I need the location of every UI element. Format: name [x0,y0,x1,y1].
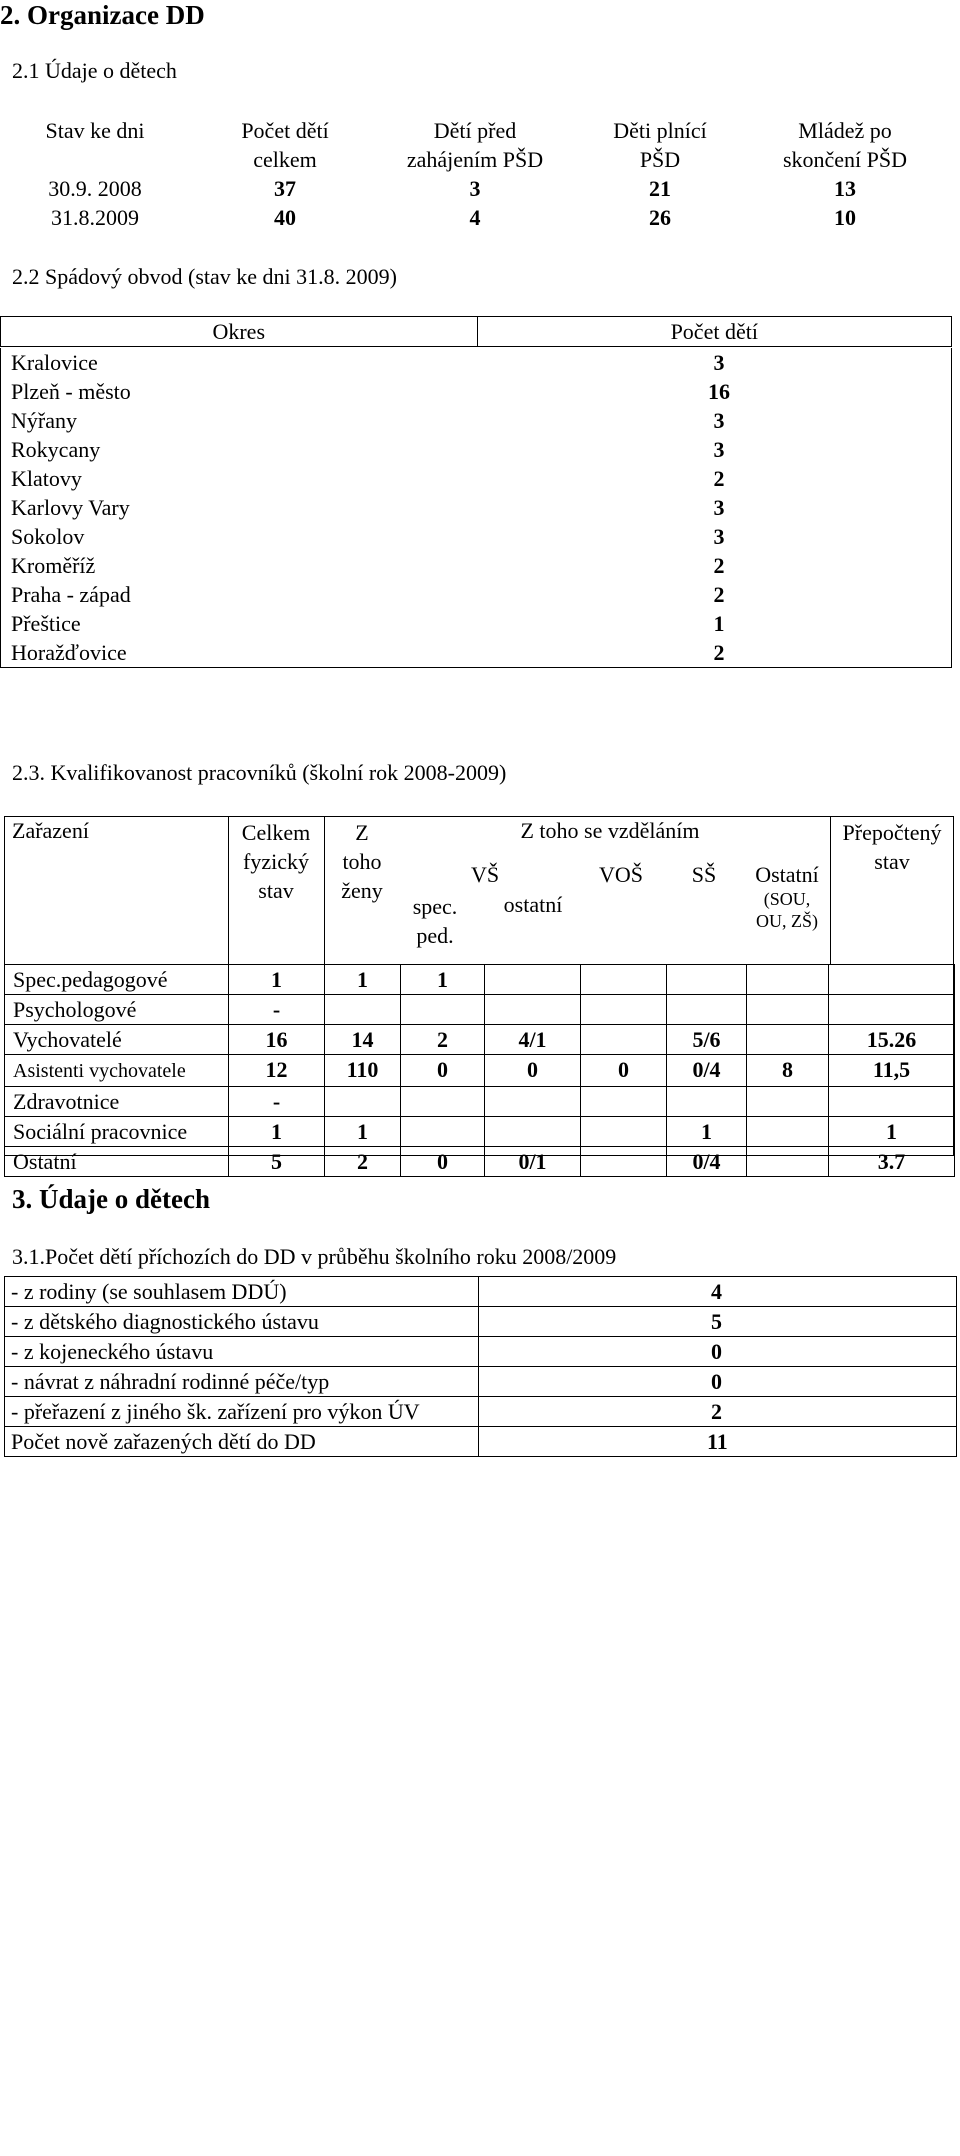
table-cell: 110 [325,1055,401,1087]
table-row [0,203,940,232]
table-cell: 2 [325,1147,401,1177]
divider [228,816,229,964]
table-cell: Počet nově zařazených dětí do DD [5,1427,479,1457]
table-cell: Sokolov [11,524,85,549]
table-cell [829,995,955,1025]
header-zarazeni: Zařazení [12,818,89,843]
table-cell: 2 [713,582,725,607]
table-cell: Kroměříž [11,553,96,578]
table-cell: 3 [713,495,725,520]
table-row [5,1337,957,1367]
table-header-cell: Stav ke dni [45,118,145,143]
table-cell: 13 [834,176,856,201]
table-row [1,435,952,464]
table-row [0,174,940,203]
district-table [0,316,952,347]
table-cell: 0 [479,1367,957,1397]
table-cell: Nýřany [11,408,77,433]
table-cell: 5 [229,1147,325,1177]
table-header-cell: Okres [1,317,478,347]
table-row [1,406,952,435]
header-ss: SŠ [691,862,717,887]
table-cell: Horažďovice [11,640,127,665]
table-cell: 15.26 [829,1025,955,1055]
table-cell: 4 [469,205,481,230]
table-cell: 30.9. 2008 [48,176,142,201]
table-row [5,1307,957,1337]
table-row [1,464,952,493]
table-cell: Karlovy Vary [11,495,130,520]
table-cell: 0/4 [667,1147,747,1177]
table-cell: 4/1 [485,1025,581,1055]
table-cell: 0 [485,1055,581,1087]
table-cell [401,1087,485,1117]
table-cell: 26 [649,205,671,230]
table-cell [747,1087,829,1117]
table-cell: 1 [325,965,401,995]
header-vs: VŠ [470,862,500,887]
table-cell: - [229,1087,325,1117]
table-cell: Spec.pedagogové [5,965,229,995]
table-cell [485,1087,581,1117]
table-cell: Rokycany [11,437,101,462]
table-cell: 12 [229,1055,325,1087]
header-vos: VOŠ [598,862,643,887]
table-cell: 10 [834,205,856,230]
subheading-spadovy-obvod: 2.2 Spádový obvod (stav ke dni 31.8. 2009) [12,264,397,289]
table-cell: 0 [401,1147,485,1177]
table-cell [747,965,829,995]
table-cell: 11 [479,1427,957,1457]
table-cell: 40 [274,205,296,230]
table-cell: Plzeň - město [11,379,131,404]
table-cell: 3 [713,350,725,375]
table-cell [401,1117,485,1147]
divider [830,816,831,964]
table-cell [581,1025,667,1055]
table-row [1,377,952,406]
table-header-cell: Mládež po skončení PŠD [782,118,908,172]
subheading-udaje-o-detech: 2.1 Údaje o dětech [12,58,177,83]
table-cell: 2 [479,1397,957,1427]
table-row [5,1367,957,1397]
table-cell: - návrat z náhradní rodinné péče/typ [5,1367,479,1397]
table-cell: 11,5 [829,1055,955,1087]
table-cell: 21 [649,176,671,201]
table-row [5,1025,955,1055]
header-zeny: Z toho ženy [341,820,383,903]
table-cell: 0/1 [485,1147,581,1177]
table-row [1,609,952,638]
table-cell: 14 [325,1025,401,1055]
table-row [5,1055,955,1087]
header-vzdelani: Z toho se vzděláním [520,818,700,843]
table-cell: 0 [581,1055,667,1087]
table-cell [747,1117,829,1147]
table-cell: 2 [713,553,725,578]
table-cell: 3 [713,437,725,462]
table-row [1,348,952,377]
table-header-row [1,317,952,347]
table-row [1,551,952,580]
table-header-cell: Počet dětí celkem [241,118,329,172]
staff-table [4,816,954,2156]
table-cell [325,1087,401,1117]
table-row [1,580,952,609]
table-row [5,1087,955,1117]
table-cell: 1 [829,1117,955,1147]
table-cell: Sociální pracovnice [5,1117,229,1147]
table-cell [747,1147,829,1177]
table-cell: 1 [229,1117,325,1147]
table-cell [401,995,485,1025]
children-table [0,116,940,232]
arrivals-table [4,1276,957,1457]
table-header-cell: Děti plnící PŠD [613,118,707,172]
table-cell: 1 [325,1117,401,1147]
table-cell [667,995,747,1025]
table-header-cell: Dětí před zahájením PŠD [406,118,544,172]
table-cell: 2 [713,640,725,665]
table-cell [581,1087,667,1117]
table-cell: 3.7 [829,1147,955,1177]
table-cell: Psychologové [5,995,229,1025]
table-cell: Vychovatelé [5,1025,229,1055]
table-cell: 1 [401,965,485,995]
table-row [5,1147,955,1177]
table-cell: - přeřazení z jiného šk. zařízení pro výkon ÚV [5,1397,479,1427]
table-cell: 0 [401,1055,485,1087]
table-row [1,522,952,551]
divider [324,816,325,964]
table-cell: 0/4 [667,1055,747,1087]
table-cell: - [229,995,325,1025]
table-cell: 31.8.2009 [51,205,139,230]
table-cell [829,965,955,995]
table-cell: 3 [469,176,481,201]
section-heading-organizace: 2. Organizace DD [0,0,205,30]
table-cell [581,965,667,995]
table-cell [485,1117,581,1147]
table-cell: Kralovice [11,350,98,375]
table-cell [667,1087,747,1117]
header-spec-ped: spec. ped. [412,894,458,948]
table-cell: 1 [713,611,725,636]
table-cell: 3 [713,408,725,433]
table-row [5,1277,957,1307]
divider [4,964,954,965]
table-cell: Klatovy [11,466,82,491]
table-header-cell: Počet dětí [477,317,952,347]
table-row [5,1427,957,1457]
table-cell: 16 [229,1025,325,1055]
table-cell: 3 [713,524,725,549]
header-celkem: Celkem fyzický stav [241,820,311,903]
section-heading-udaje-o-detech: 3. Údaje o dětech [12,1184,210,1214]
table-cell: - z dětského diagnostického ústavu [5,1307,479,1337]
table-cell [581,1117,667,1147]
table-cell: 8 [747,1055,829,1087]
table-cell: Praha - západ [11,582,131,607]
table-cell [485,995,581,1025]
table-cell: - z rodiny (se souhlasem DDÚ) [5,1277,479,1307]
table-cell [485,965,581,995]
header-vs-ostatni: ostatní [503,892,563,917]
table-cell: Zdravotnice [5,1087,229,1117]
table-cell [581,995,667,1025]
district-table-body [0,348,952,668]
table-cell: 1 [229,965,325,995]
table-cell [325,995,401,1025]
table-cell: 0 [479,1337,957,1367]
staff-table-body [4,964,955,1177]
table-cell: Ostatní [5,1147,229,1177]
table-row [5,965,955,995]
table-cell: 37 [274,176,296,201]
table-cell: 16 [708,379,730,404]
table-row [5,1117,955,1147]
table-cell [829,1087,955,1117]
table-row [5,995,955,1025]
table-cell [667,965,747,995]
table-cell: 4 [479,1277,957,1307]
table-cell [747,1025,829,1055]
table-cell: 2 [713,466,725,491]
table-cell: 5/6 [667,1025,747,1055]
table-cell: 5 [479,1307,957,1337]
table-cell [581,1147,667,1177]
table-row [1,493,952,522]
table-cell: - z kojeneckého ústavu [5,1337,479,1367]
table-row [5,1397,957,1427]
table-cell: Přeštice [11,611,81,636]
table-cell: 1 [667,1117,747,1147]
table-cell: 2 [401,1025,485,1055]
table-cell [747,995,829,1025]
table-row [1,638,952,668]
staff-table-frame [4,816,954,1156]
header-prepocteny: Přepočtený stav [842,820,942,874]
subheading-pocet-prichozich: 3.1.Počet dětí příchozích do DD v průběhu školního roku 2008/2009 [12,1244,617,1269]
table-header-row [0,116,940,174]
table-cell: Asistenti vychovatele [5,1055,229,1087]
header-ostatni: Ostatní (SOU, OU, ZŠ) [755,862,819,931]
subheading-kvalifikovanost: 2.3. Kvalifikovanost pracovníků (školní rok 2008-2009) [12,760,507,785]
